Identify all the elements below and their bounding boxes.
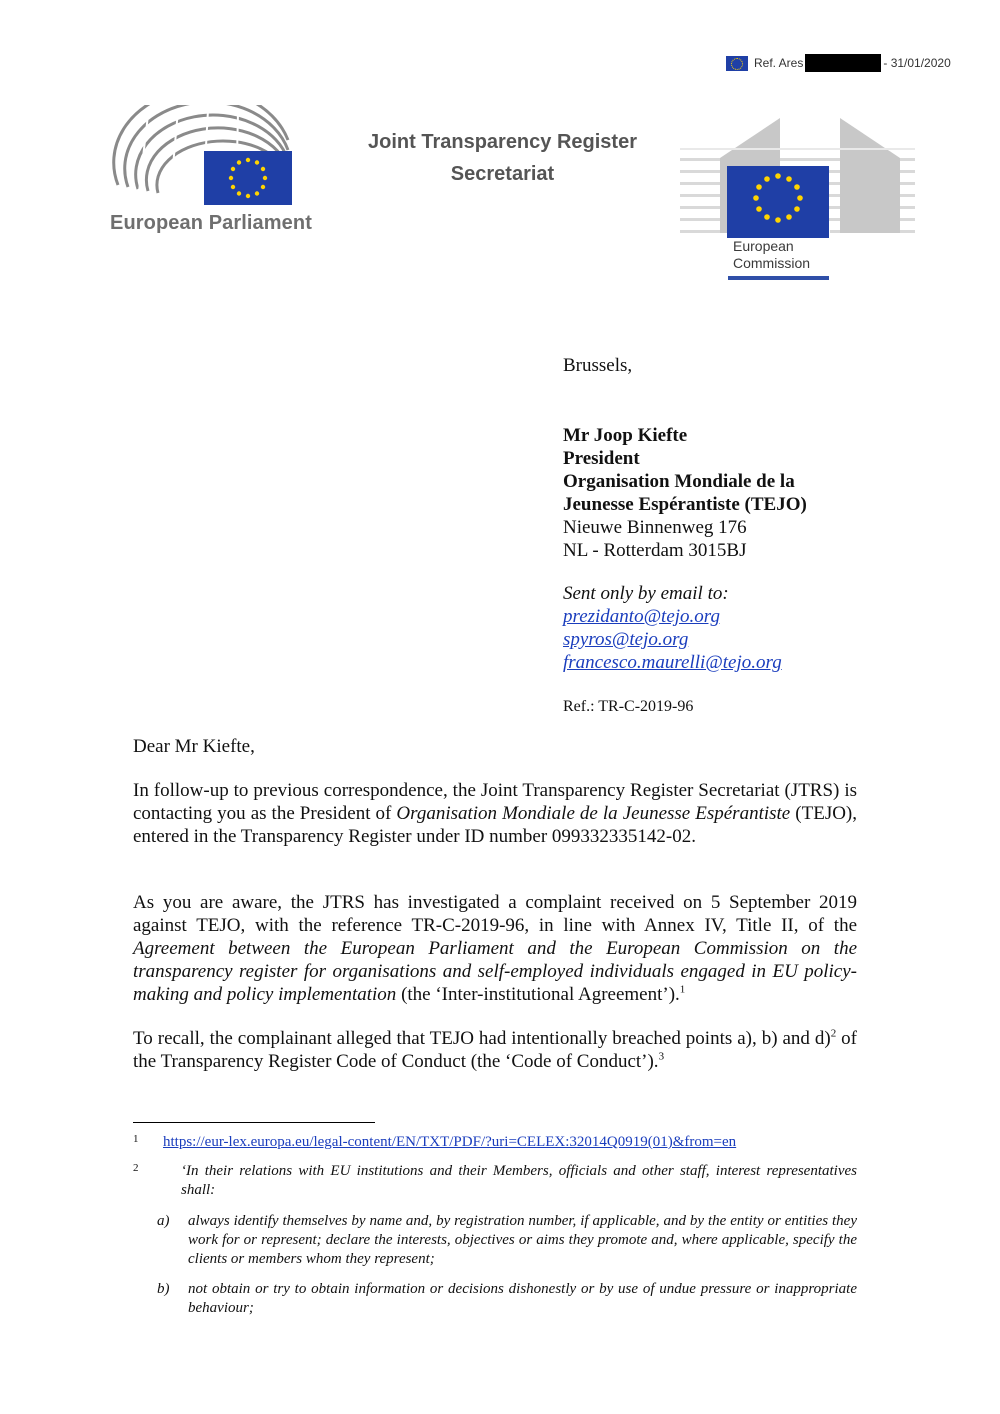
footnote-2 (133, 1162, 857, 1200)
list-text: always identify themselves by name and, by registration number, if applicable, and by the entity or entities they work for or represent; declare the interests, objectives or aims they promote and, where applicable, specify the clients or members whom they represent; (188, 1213, 857, 1267)
header-title-line1: Joint Transparency Register (368, 131, 637, 153)
ec-logo-label (733, 238, 810, 272)
footnote-url-link[interactable]: https://eur-lex.europa.eu/legal-content/EN/TXT/PDF/?uri=CELEX:32014Q0919(01)&from=en (163, 1134, 737, 1150)
ares-reference-bar (726, 54, 951, 72)
recipient-org-line1: Organisation Mondiale de la (563, 471, 795, 492)
footnote-2-item-a (157, 1212, 857, 1269)
p1-org-name: Organisation Mondiale de la Jeunesse Espérantiste (396, 803, 791, 824)
p2-agreement-title: Agreement between the European Parliament and the European Commission on the transparency register for organisations and self-employed individuals engaged in EU policy-making and policy implementation (133, 938, 857, 1005)
p2-text-a: As you are aware, the JTRS has investigated a complaint received on 5 September 2019 against TEJO, with the reference TR-C-2019-96, in line with Annex IV, Title II, of the (133, 892, 857, 936)
p2-text-c: (the ‘Inter-institutional Agreement’). (396, 984, 680, 1005)
recipient-city: NL - Rotterdam 3015BJ (563, 540, 747, 561)
footnote-number: 1 (133, 1133, 139, 1145)
footnote-separator (133, 1122, 375, 1123)
recipient-name: Mr Joop Kiefte (563, 425, 688, 446)
list-text: not obtain or try to obtain information or decisions dishonestly or by use of undue pressure or inappropriate behaviour; (188, 1281, 857, 1316)
footnote-2-item-b (157, 1280, 857, 1318)
recipient-role: President (563, 448, 640, 469)
p3-text-a: To recall, the complainant alleged that TEJO had intentionally breached points a), b) and d) (133, 1028, 831, 1049)
recipient-street: Nieuwe Binnenweg 176 (563, 517, 747, 538)
ares-ref-prefix: Ref. Ares (754, 56, 804, 70)
ep-logo-label: European Parliament (110, 212, 312, 234)
ec-logo-underline (728, 276, 829, 280)
footnote-number: 2 (133, 1162, 139, 1174)
ares-ref-date: - 31/01/2020 (883, 56, 951, 70)
footnote-ref[interactable]: 2 (830, 1027, 837, 1040)
body-paragraph-2 (133, 891, 857, 1006)
footnote-ref[interactable]: 1 (679, 983, 686, 996)
list-label: b) (157, 1281, 170, 1297)
header-title-line2: Secretariat (450, 163, 555, 185)
p1-text-a: In follow-up to previous correspondence, the Joint Transparency Register Secretariat (JTRS) is contacting you as the President of (133, 780, 857, 824)
document-header-title (335, 126, 670, 190)
redaction-block (805, 54, 881, 72)
email-intro: Sent only by email to: (563, 583, 729, 604)
p3-text-b: of the Transparency Register Code of Conduct (the ‘Code of Conduct’). (133, 1028, 857, 1072)
salutation: Dear Mr Kiefte, (133, 736, 255, 757)
email-recipients (563, 582, 782, 674)
recipient-address (563, 424, 807, 562)
list-label: a) (157, 1213, 170, 1229)
email-link[interactable]: francesco.maurelli@tejo.org (563, 652, 782, 673)
email-link[interactable]: spyros@tejo.org (563, 629, 689, 650)
body-paragraph-3 (133, 1027, 857, 1073)
footnote-2-intro: ‘In their relations with EU institutions and their Members, officials and other staff, interest representatives shall: (181, 1163, 857, 1198)
eu-flag-icon (726, 56, 748, 71)
body-paragraph-1 (133, 779, 857, 848)
letter-reference: Ref.: TR-C-2019-96 (563, 698, 694, 715)
letter-place: Brussels, (563, 355, 633, 376)
footnote-ref[interactable]: 3 (658, 1050, 665, 1063)
recipient-org-line2: Jeunesse Espérantiste (TEJO) (563, 494, 807, 515)
email-link[interactable]: prezidanto@tejo.org (563, 606, 720, 627)
ec-label-line1: European (733, 238, 794, 254)
ec-label-line2: Commission (733, 255, 811, 271)
p1-text-c: (TEJO), entered in the Transparency Register under ID number 099332335142-02. (133, 803, 858, 847)
